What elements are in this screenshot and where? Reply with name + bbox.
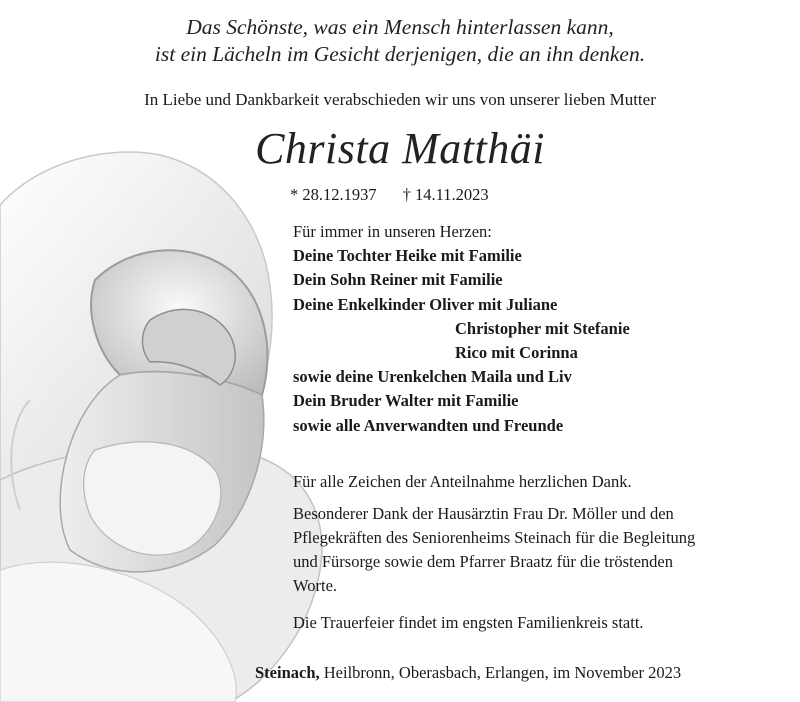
life-dates — [290, 184, 489, 206]
mourner-line: sowie deine Urenkelchen Maila und Liv — [293, 367, 572, 387]
birth-date: * 28.12.1937 — [290, 185, 377, 204]
special-thanks — [293, 502, 695, 598]
mourner-line: Christopher mit Stefanie — [455, 318, 630, 338]
thanks-text: Für alle Zeichen der Anteilnahme herzlichen Dank. — [293, 472, 632, 491]
quote-line-1: Das Schönste, was ein Mensch hinterlassen kann, — [186, 15, 614, 39]
special-thanks-line: und Fürsorge sowie dem Pfarrer Braatz für die tröstenden — [293, 552, 673, 571]
quote-line-2: ist ein Lächeln im Gesicht derjenigen, die an ihn denken. — [154, 42, 646, 66]
mourners-list — [293, 220, 630, 438]
mourners-heading: Für immer in unseren Herzen: — [293, 222, 492, 241]
intro-text: In Liebe und Dankbarkeit verabschieden wir uns von unserer lieben Mutter — [144, 90, 656, 109]
mourner-line: Deine Enkelkinder Oliver mit Juliane — [293, 294, 558, 314]
deceased-name: Christa Matthäi — [255, 124, 545, 173]
mourner-line: Rico mit Corinna — [455, 343, 578, 363]
mourner-line: Deine Tochter Heike mit Familie — [293, 246, 522, 266]
special-thanks-line: Worte. — [293, 576, 338, 595]
special-thanks-line: Pflegekräften des Seniorenheims Steinach für die Begleitung — [293, 528, 696, 547]
mourner-line: Dein Sohn Reiner mit Familie — [293, 270, 503, 290]
footer-rest: Heilbronn, Oberasbach, Erlangen, im November 2023 — [319, 663, 682, 682]
footer-place: Steinach, — [255, 663, 320, 682]
mourner-line: Dein Bruder Walter mit Familie — [293, 391, 519, 411]
place-and-date — [255, 662, 681, 684]
memorial-quote — [0, 14, 800, 68]
ceremony-note: Die Trauerfeier findet im engsten Familienkreis statt. — [293, 613, 644, 632]
mourner-line: sowie alle Anverwandten und Freunde — [293, 415, 564, 435]
death-date: † 14.11.2023 — [402, 185, 489, 204]
special-thanks-line: Besonderer Dank der Hausärztin Frau Dr. Möller und den — [293, 504, 674, 523]
